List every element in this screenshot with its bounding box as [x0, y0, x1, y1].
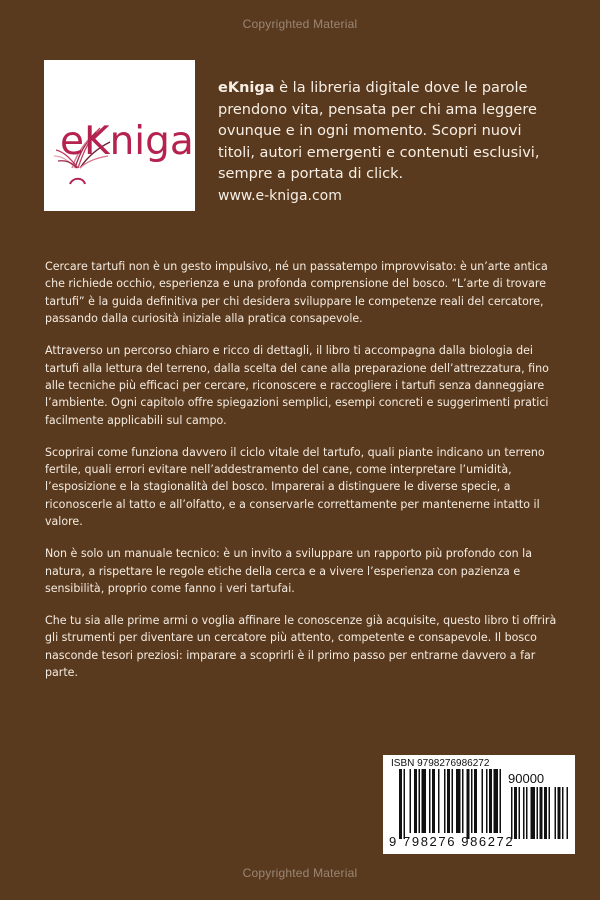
svg-text:eKniga: eKniga — [60, 119, 194, 164]
publisher-tagline: è la libreria digitale dove le parole prendono vita, pensata per chi ama leggere ovunque e in ogni momento. Scopri nuovi titoli, autori emergenti e contenuti esclusivi, sempre a portata di click. — [218, 80, 540, 183]
publisher-intro — [218, 78, 563, 186]
description-paragraph: Attraverso un percorso chiaro e ricco di dettagli, il libro ti accompagna dalla biologia dei tartufi alla lettura del terreno, dalla scelta del cane alla preparazione dell’attrezzatura, fino alle tecniche più efficaci per cercare, riconoscere e raccogliere i tartufi senza danneggiare l’ambiente. Ogni capitolo offre spiegazioni semplici, esempi concreti e suggerimenti pratici facilmente applicabili sul campo. — [45, 344, 549, 427]
description-paragraph: Scoprirai come funziona davvero il ciclo vitale del tartufo, quali piante indicano un terreno fertile, quali errori evitare nell’addestramento del cane, come interpretare l’umidità, l’esposizione e la stagionalità del bosco. Imparerai a distinguere le diverse specie, a riconoscerle al tatto e all’olfatto, e a conservarle correttamente per mantenerne intatto il valore. — [45, 445, 545, 529]
isbn-barcode — [383, 755, 575, 854]
isbn-label: ISBN 9798276986272 — [391, 758, 490, 769]
ekniga-logo-icon — [44, 60, 195, 211]
copyright-watermark-bottom: Copyrighted Material — [242, 866, 358, 880]
copyright-watermark-top: Copyrighted Material — [242, 17, 358, 31]
publisher-logo — [44, 60, 195, 211]
isbn-digits: 9 798276 986272 — [389, 834, 515, 849]
book-description — [45, 258, 565, 696]
price-code: 90000 — [508, 771, 545, 786]
publisher-website: www.e-kniga.com — [218, 188, 342, 204]
description-paragraph: Cercare tartufi non è un gesto impulsivo, né un passatempo improvvisato: è un’arte antica che richiede occhio, esperienza e una profonda comprensione del bosco. “L’arte di trovare tartufi” è la guida definitiva per chi desidera sviluppare le competenze reali del cercatore, passando dalla curiosità iniziale alla pratica consapevole. — [45, 260, 548, 326]
description-paragraph: Non è solo un manuale tecnico: è un invito a sviluppare un rapporto più profondo con la natura, a rispettare le regole etiche della cerca e a vivere l’esperienza con pazienza e sensibilità, proprio come fanno i veri tartufai. — [45, 547, 532, 595]
description-paragraph: Che tu sia alle prime armi o voglia affinare le conoscenze già acquisite, questo libro ti offrirà gli strumenti per diventare un cercatore più attento, competente e consapevole. Il bosco nasconde tesori preziosi: imparare a scoprirli è il primo passo per entrarne davvero a far parte. — [45, 613, 557, 680]
publisher-name: eKniga — [218, 80, 275, 96]
